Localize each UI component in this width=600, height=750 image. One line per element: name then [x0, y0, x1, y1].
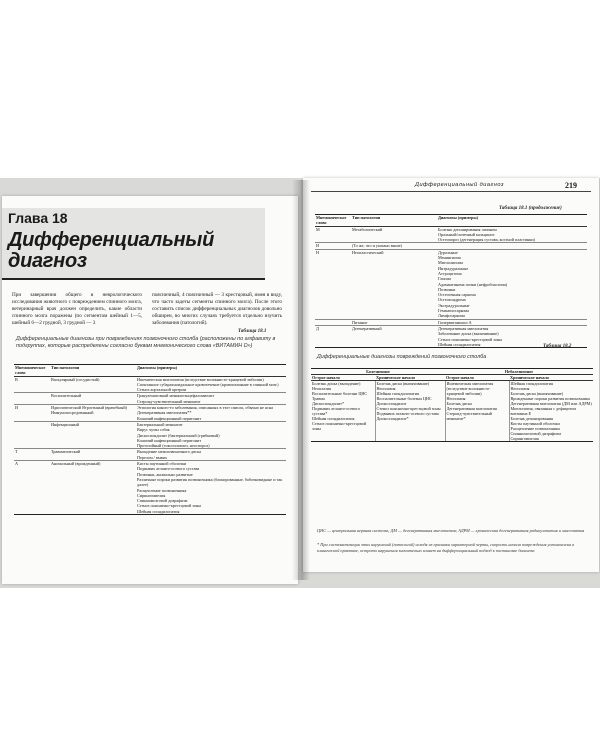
- table-row: [14, 393, 286, 405]
- diagnosis-list: [136, 449, 286, 461]
- mnemonic-letter: М: [316, 226, 320, 232]
- mnemonic-letter: [14, 421, 50, 448]
- diagnosis-item: Болезнь депонирования лизином: [438, 226, 497, 232]
- diagnosis-list: [437, 249, 587, 319]
- table-row: [315, 249, 587, 319]
- diagnosis-item: Воспалительные болезни ЦНС: [312, 391, 368, 396]
- col-header-type: Тип патологии: [50, 365, 136, 377]
- diagnosis-item: Подвывих атланто-осевого сустава*: [312, 406, 360, 416]
- diagnosis-item: Ишемическая миелопатия (вследствие волокнисто-хрящевой эмболии): [446, 381, 494, 396]
- mnemonic-letter: Н: [315, 249, 351, 319]
- diagnosis-item: Врожденные пороки развития позвоночника: [510, 396, 590, 401]
- pathology-type: (То же, что и указано выше): [351, 243, 437, 249]
- diagnosis-item: Неоплазия: [510, 386, 530, 391]
- chapter-number: Глава 18: [8, 210, 68, 226]
- diagnosis-item: Дискоспондилит*: [376, 416, 409, 421]
- diagnosis-item: Остеохондрома: [438, 297, 466, 303]
- diagnosis-item: Протозойный (токсоплазмоз, неоспороз): [137, 443, 210, 449]
- diagnosis-item: Травма: [312, 396, 325, 401]
- diagnosis-item: Стеноз аортальной артерии: [137, 387, 187, 393]
- header-rule: [311, 191, 591, 192]
- diagnosis-item: Менингиома: [438, 255, 461, 261]
- diagnosis-item: Перелом / вывих: [137, 454, 167, 460]
- diagnosis-column: [445, 381, 509, 442]
- col-header-acute-painless: Острое начало: [445, 375, 509, 381]
- pathology-type: Воспалительный: [50, 393, 136, 405]
- diagnosis-item: Подвывих атланто-осевого сустава: [137, 466, 200, 472]
- diagnosis-item: Астроцитома: [438, 270, 462, 276]
- table-18-1-caption: Дифференциальные диагнозы при повреждениях позвоночного столба (расположены по алфавиту в подгруппах, которые распределены согласно буквам мнемонического слова «ВИТАМИН D»): [16, 336, 276, 349]
- book-gutter: [292, 180, 310, 580]
- diagnosis-item: Интрадуральные: [438, 265, 469, 271]
- table-row: [14, 405, 286, 422]
- mnemonic-letter: [14, 393, 50, 405]
- diagnosis-item: Шейная спондилопатия: [438, 341, 481, 347]
- diagnosis-item: Гранулематозный менингоэнцефаломиелит: [137, 393, 215, 399]
- diagnosis-item: Стеноз пояснично-крестцовой зоны: [438, 336, 503, 342]
- diagnosis-item: Дегенеративная миелопатия (ДМ или АДРМ): [510, 401, 592, 406]
- diagnosis-item: Неоплазия: [376, 386, 396, 391]
- diagnosis-item: Спинномозговой дизрафизм: [137, 498, 188, 504]
- col-header-mnemonic: Мнемоническое слово: [315, 215, 351, 227]
- pathology-type: Инфекционный: [50, 421, 136, 448]
- pathology-type: Метаболический: [352, 226, 383, 232]
- table-18-2: [311, 368, 593, 442]
- diagnosis-item: Неоплазия: [312, 386, 331, 391]
- diagnosis-item: Болезнь диска (выпадение): [312, 381, 361, 386]
- diagnosis-list: [437, 226, 587, 243]
- diagnosis-item: Кисты паутинной оболочки: [137, 461, 187, 467]
- right-page: [303, 178, 599, 572]
- left-page: [2, 196, 298, 584]
- diagnosis-item: Дегенеративная миелопатия: [446, 406, 497, 411]
- diagnosis-column: [375, 381, 445, 442]
- diagnosis-item: Спинномозговой дизрафизм: [510, 431, 561, 436]
- diagnosis-item: Адамантинома почки (нефробластома): [438, 281, 508, 287]
- diagnosis-list: [136, 405, 286, 422]
- diagnosis-item: Дуральные: [438, 249, 458, 255]
- table-row: [14, 461, 286, 515]
- pathology-type: Васкулярный (сосудистый): [51, 376, 100, 382]
- table-18-1-cont-label: Таблица 18.1 (продолжение): [499, 206, 562, 211]
- diagnosis-item: Дискоспондилит: [376, 401, 407, 406]
- pathology-type: Дегенеративный: [351, 325, 437, 347]
- diagnosis-item: Дегенеративная миелопатия**: [137, 410, 192, 416]
- diagnosis-item: Шейная спондилопатия: [510, 381, 553, 386]
- diagnosis-item: Остеогенная саркома: [438, 292, 476, 298]
- col-header-type: Тип патологии: [351, 215, 437, 227]
- diagnosis-item: Миелолипома: [438, 260, 464, 266]
- table-18-2-caption: Дифференциальные диагнозы повреждений позвоночного столба: [317, 354, 487, 360]
- diagnosis-item: Дискоспондилит*: [312, 401, 345, 406]
- diagnosis-item: Стеноз пояснично-крестцовой зоны: [312, 421, 367, 431]
- diagnosis-column: [509, 381, 593, 442]
- footnote-abbreviations: ЦНС — центральная нервная система; ДМ — дегенеративная миелопатия; АДРМ — хроническая дегенеративная радикулопатия и миелопатия: [317, 528, 585, 533]
- running-head: Дифференциальный диагноз: [415, 182, 504, 188]
- col-header-mnemonic: Мнемоническое слово: [14, 365, 50, 377]
- page-number: 219: [565, 181, 577, 190]
- diagnosis-item: Кисты паутинной оболочки: [510, 421, 560, 426]
- diagnosis-item: Шейная спондилопатия: [312, 416, 355, 421]
- mnemonic-letter: И: [14, 405, 50, 422]
- table-18-1-label: Таблица 18.1: [238, 329, 267, 334]
- diagnosis-item: Бактериальный менингит: [137, 421, 183, 427]
- diagnosis-item: Этиология какого-то заболевания, описанных в этот список, обычно не ясна: [137, 405, 273, 411]
- footnote-asterisk: * При систематизации этих нарушений (патологий) исходя из признака характерной черты, скорость начала повреждения установлена в клинической практике, острота нарушения значительно влияет на дифференциальный подход к постановке диагноза: [317, 542, 574, 553]
- col-header-diagnoses: Диагнозы (примеры): [136, 365, 286, 377]
- diagnosis-item: Болезнь диска (выпячивание): [376, 381, 430, 386]
- diagnosis-item: Стеноз пояснично-крестцовой зоны: [376, 406, 441, 411]
- diagnosis-item: Сирингомиелия: [510, 436, 539, 441]
- table-row: [14, 421, 286, 448]
- diagnosis-item: Глиома: [438, 276, 451, 282]
- diagnosis-item: Дегенеративная миелопатия: [438, 325, 489, 331]
- diagnosis-item: Дискоспондилит (бактериальный (грибковый): [137, 432, 220, 438]
- diagnosis-item: Шейная спондилопатия: [137, 508, 180, 514]
- group-header-painful: Болезненное: [311, 369, 445, 375]
- diagnosis-list: [136, 421, 286, 448]
- table-row: [14, 449, 286, 461]
- diagnosis-item: Различные пороки развития позвоночника (блокированные, бабочковидные и так далее): [137, 476, 283, 488]
- diagnosis-item: Болезнь диска (выпячивание): [510, 391, 564, 396]
- group-header-painless: Неболезненное: [445, 369, 593, 375]
- diagnosis-list: [136, 376, 286, 393]
- diagnosis-item: Экстрадуральные: [438, 302, 470, 308]
- mnemonic-letter: Т: [14, 449, 50, 461]
- pathology-type: Травматический: [50, 449, 136, 461]
- chapter-banner: [2, 208, 265, 280]
- diagnosis-item: Позвонки, аномально развитые: [137, 471, 193, 477]
- mnemonic-letter: Д: [315, 325, 351, 347]
- mnemonic-letter: А: [14, 461, 50, 515]
- diagnosis-item: Стеноз пояснично-крестцовой зоны: [137, 503, 202, 509]
- table-row: [315, 226, 587, 243]
- diagnosis-item: Шейная спондилопатия: [376, 391, 419, 396]
- diagnosis-item: Гемангиосаркома: [438, 308, 470, 314]
- table-18-2-label: Таблица 18.2: [543, 344, 572, 349]
- pathology-type: Аномальный (врожденный): [50, 461, 136, 515]
- diagnosis-item: Лимфосаркома: [438, 313, 465, 319]
- table-18-1: [14, 364, 286, 515]
- diagnosis-item: Ишемическая миелопатия (вследствие волокнисто-хрящевой эмболии): [137, 376, 264, 382]
- diagnosis-item: Кошачий инфекционный перитонит: [137, 437, 202, 443]
- diagnosis-item: Воспалительные болезни ЦНС: [376, 396, 432, 401]
- diagnosis-item: Заболевание диска (выпячивание): [438, 331, 499, 337]
- diagnosis-item: Стероид-чувствительный менингит: [137, 398, 201, 404]
- diagnosis-item: Болезнь диска: [446, 401, 472, 406]
- diagnosis-item: Кошачий инфекционный перитонит: [137, 415, 202, 421]
- mnemonic-letter: И: [315, 243, 351, 249]
- diagnosis-item: Расщепление позвоночника: [137, 487, 187, 493]
- diagnosis-item: Выпадение межпозвоночного диска: [137, 449, 201, 455]
- diagnosis-item: Болезнь депонирования: [510, 416, 553, 421]
- diagnosis-item: Оральный/почечный кальциноз: [438, 231, 495, 237]
- diagnosis-item: Стероид-чувствительный менингит*: [446, 411, 492, 421]
- col-header-chronic-painless: Хроническое начало: [509, 375, 593, 381]
- intro-paragraph-col1: При завершении общего и неврологического исследования животного с повреждением спинного мозга, ветеринарный врач должен определить, какие области спинного мозга поражены (по сегментам шейный 1—5, шейный 6—2 грудной, 3 грудной — 3: [12, 292, 142, 326]
- table-row: [311, 381, 593, 442]
- diagnosis-item: Сирингомиелия: [137, 492, 166, 498]
- diagnosis-item: Подвывих атланто-осевого сустава: [376, 411, 439, 416]
- diagnosis-item: Позвонки: [438, 286, 456, 292]
- diagnosis-item: Гипервитаминоз А: [438, 319, 472, 325]
- diagnosis-item: Неоплазия: [446, 396, 466, 401]
- mnemonic-letter: В: [15, 376, 18, 382]
- table-row: [14, 376, 286, 393]
- pathology-type: Неопластический: [351, 249, 437, 319]
- intro-paragraph-col2: поясничный, 4 поясничный — 3 крестцовый, имея в виду, что часто задеты сегменты спинного мозга). После этого составить список дифференциальных диагнозов довольно обширен, во многих случаях требуется отдельно изучить заболевания (патологий).: [152, 292, 282, 326]
- diagnosis-list: [136, 461, 286, 515]
- diagnosis-list: [136, 393, 286, 405]
- diagnosis-item: Вирус чумы собак: [137, 427, 170, 433]
- pathology-type: Питание: [351, 319, 437, 325]
- table-18-1-continued: [315, 214, 587, 348]
- col-header-diagnoses: Диагнозы (примеры): [437, 215, 587, 227]
- diagnosis-item: Спонтанное субарахноидальное кровотечение (кровоизлияние в спинной мозг): [137, 381, 279, 387]
- col-header-chronic-painful: Хроническое начало: [375, 375, 445, 381]
- col-header-acute-painful: Острое начало: [311, 375, 375, 381]
- diagnosis-item: Расщепление позвоночника: [510, 426, 560, 431]
- diagnosis-column: [311, 381, 375, 442]
- diagnosis-item: Остеопороз (дегенерация сустава, костной пластинки): [438, 237, 536, 243]
- pathology-type: Идиопатический Ятрогенный (врачебный) Иммунопосредованный: [50, 405, 136, 422]
- diagnosis-item: Миелопатия, связанная с дефицитом витамина Е: [510, 406, 576, 416]
- chapter-title: Дифференциальный диагноз: [8, 229, 214, 272]
